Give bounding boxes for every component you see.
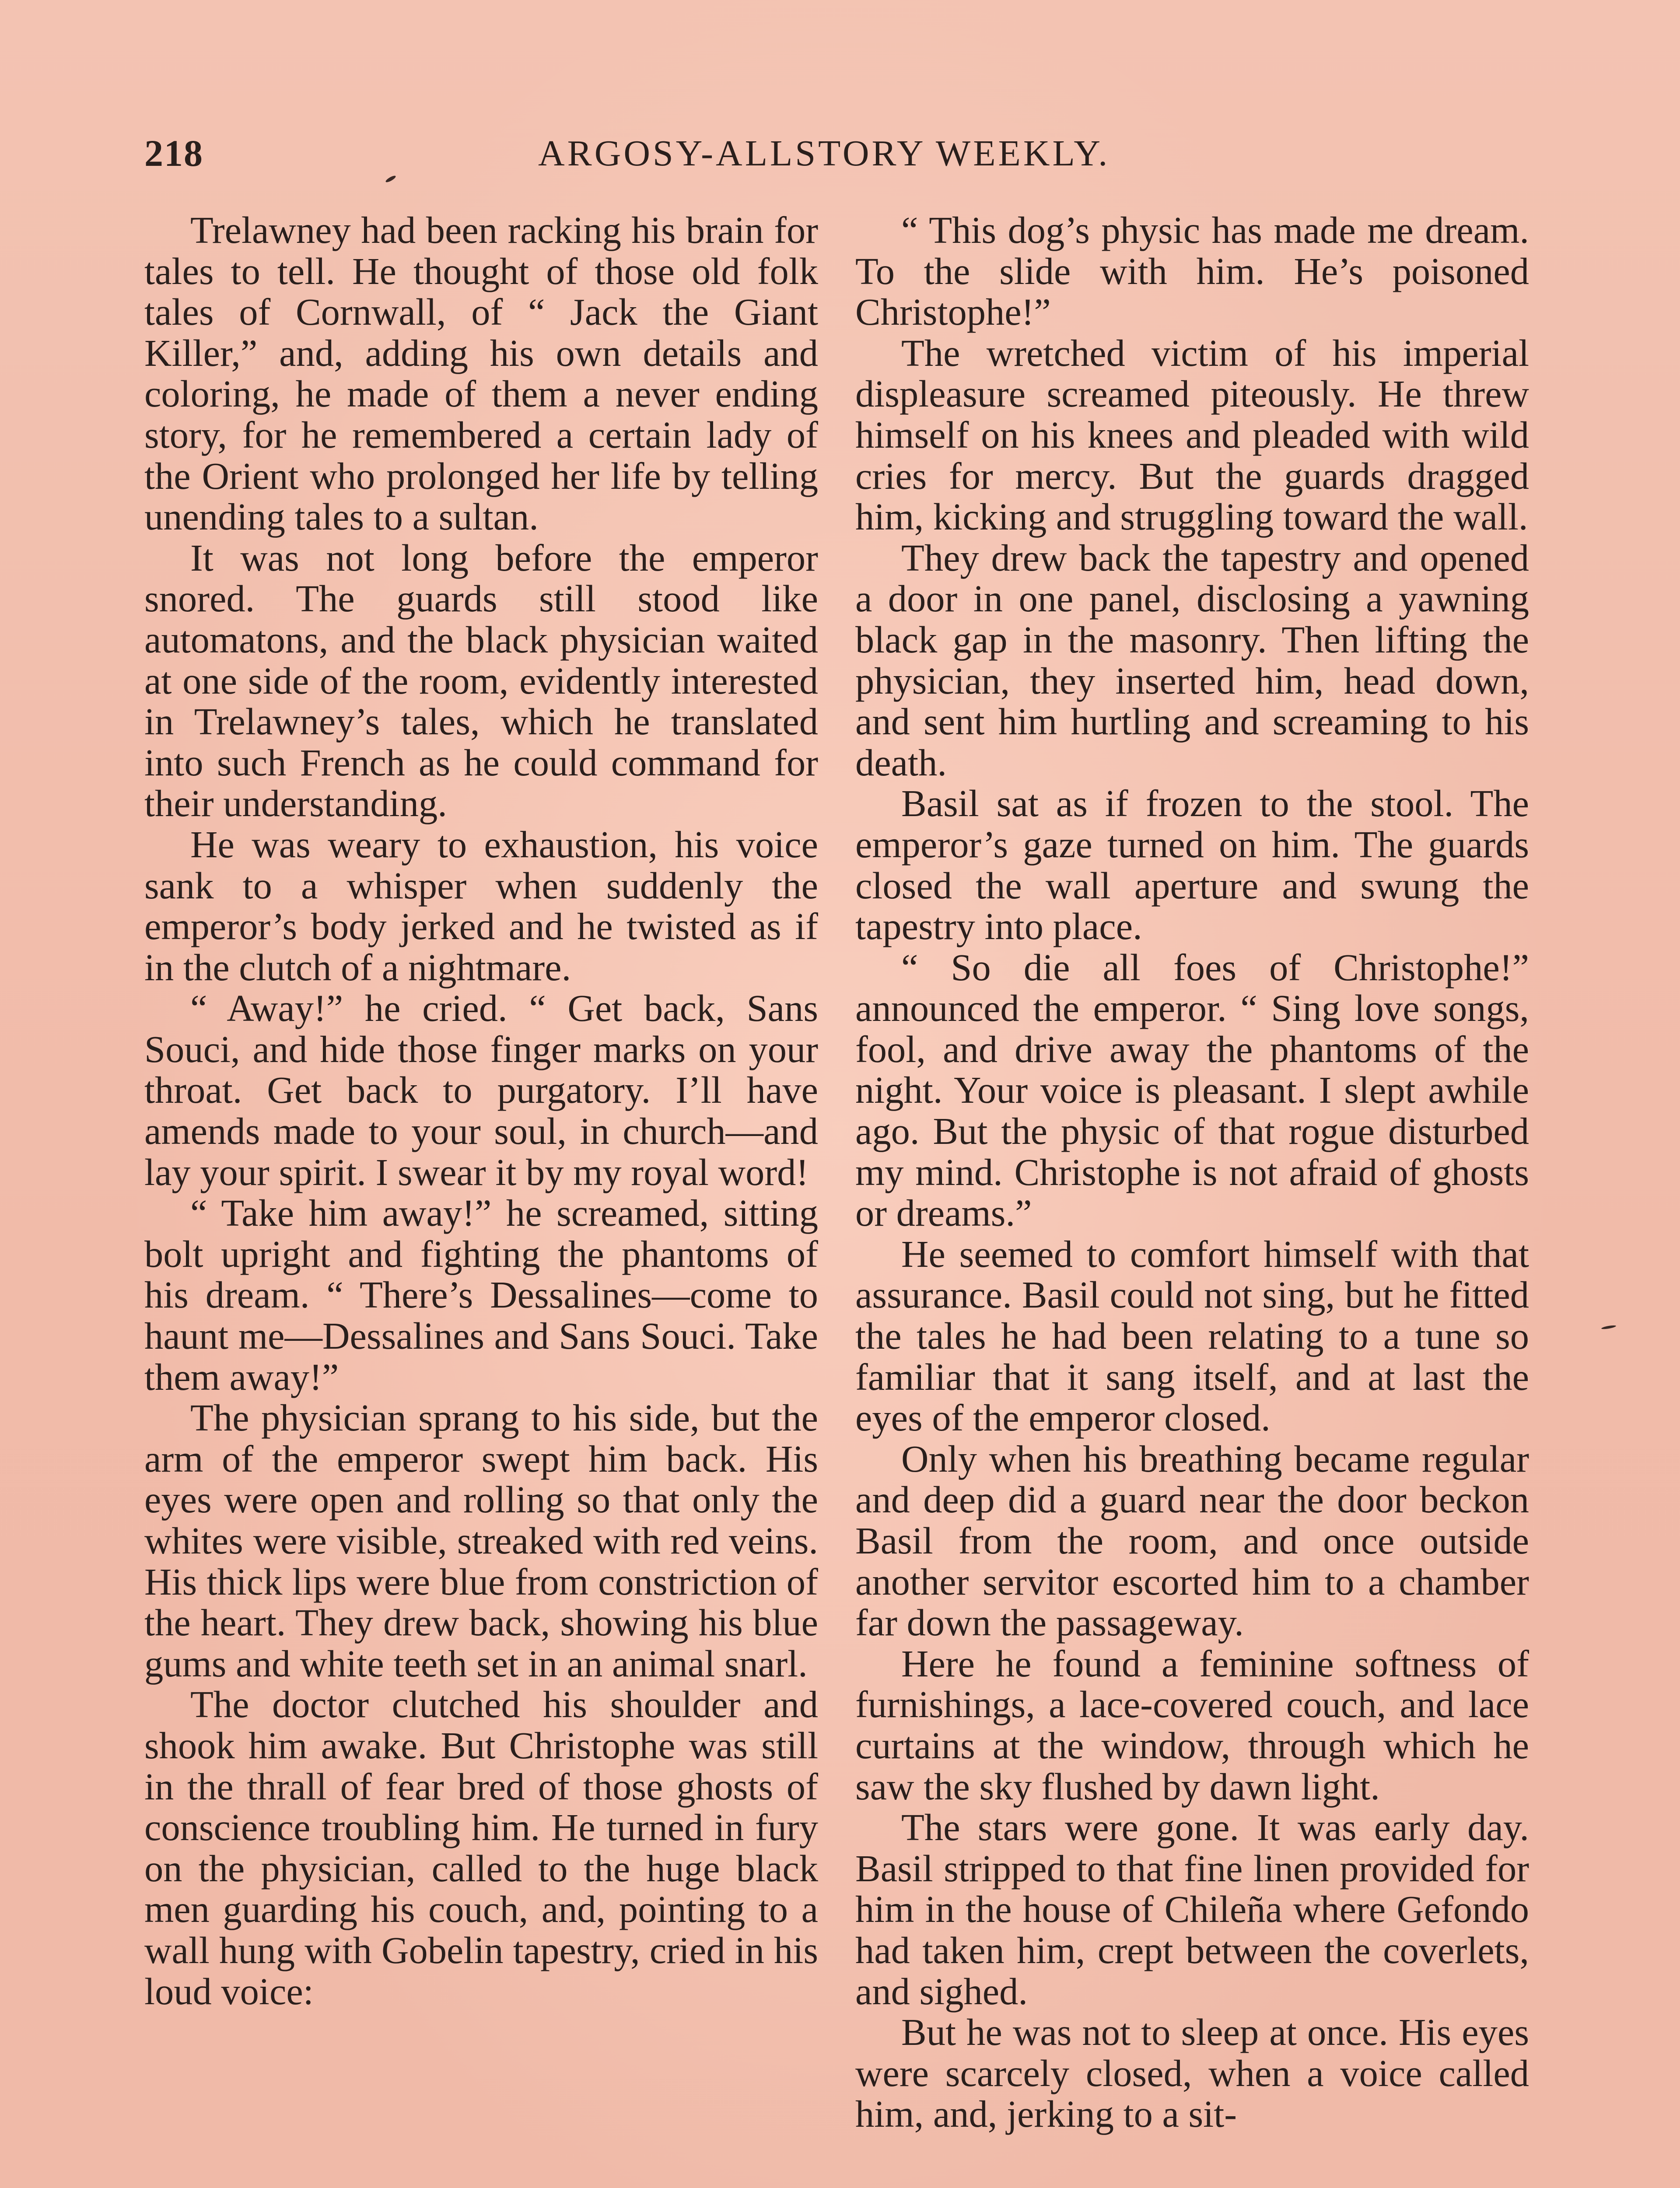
paragraph: The physician sprang to his side, but the arm of the emperor swept him back. His eyes were open and rolling so that only the whites were visible, streaked with red veins. His thick lips were blue from constriction of the heart. They drew back, showing his blue gums and white teeth set in an animal snarl. xyxy=(144,1397,818,1685)
paragraph: Only when his breathing became regular and deep did a guard near the door beckon Basil from the room, and once outside another servitor escorted him to a chamber far down the passageway. xyxy=(855,1438,1529,1644)
left-column xyxy=(144,210,818,2012)
paragraph: The wretched victim of his imperial displeasure screamed piteously. He threw himself on his knees and pleaded with wild cries for mercy. But the guards dragged him, kicking and struggling toward the wall. xyxy=(855,332,1529,538)
paragraph: “ Take him away!” he screamed, sitting bolt upright and fighting the phantoms of his dream. “ There’s Dessalines—come to haunt me—Dessalines and Sans Souci. Take them away!” xyxy=(144,1192,818,1398)
right-column xyxy=(855,210,1529,2135)
page-number: 218 xyxy=(144,132,203,174)
ink-speck xyxy=(1601,1325,1617,1330)
paragraph: Here he found a feminine softness of furnishings, a lace-covered couch, and lace curtains at the window, through which he saw the sky flushed by dawn light. xyxy=(855,1642,1529,1808)
paragraph: But he was not to sleep at once. His eyes were scarcely closed, when a voice called him, and, jerking to a sit- xyxy=(855,2011,1529,2135)
paragraph: “ This dog’s physic has made me dream. To the slide with him. He’s poisoned Christophe!” xyxy=(855,209,1529,333)
page-header xyxy=(144,131,1553,179)
paragraph: “ So die all foes of Christophe!” announced the emperor. “ Sing love songs, fool, and drive away the phantoms of the night. Your voice is pleasant. I slept awhile ago. But the physic of that rogue disturbed my mind. Christophe is not afraid of ghosts or dreams.” xyxy=(855,946,1529,1234)
paragraph: Basil sat as if frozen to the stool. The emperor’s gaze turned on him. The guards closed the wall aperture and swung the tapestry into place. xyxy=(855,782,1529,948)
running-head: ARGOSY-ALLSTORY WEEKLY. xyxy=(538,133,1110,174)
paragraph: The stars were gone. It was early day. Basil stripped to that fine linen provided for him in the house of Chileña where Gefondo had taken him, crept between the coverlets, and sighed. xyxy=(855,1806,1529,2013)
paragraph: They drew back the tapestry and opened a door in one panel, disclosing a yawning black gap in the masonry. Then lifting the physician, they inserted him, head down, and sent him hurtling and screaming to his death. xyxy=(855,536,1529,784)
paragraph: He was weary to exhaustion, his voice sank to a whisper when suddenly the emperor’s body jerked and he twisted as if in the clutch of a nightmare. xyxy=(144,823,818,989)
paragraph: Trelawney had been racking his brain for tales to tell. He thought of those old folk tales of Cornwall, of “ Jack the Giant Killer,” and, adding his own details and coloring, he made of them a never ending story, for he remembered a certain lady of the Orient who prolonged her life by telling unending tales to a sultan. xyxy=(144,209,818,538)
paragraph: It was not long before the emperor snored. The guards still stood like automatons, and the black physician waited at one side of the room, evidently interested in Trelawney’s tales, which he translated into such French as he could command for their understanding. xyxy=(144,536,818,825)
paragraph: The doctor clutched his shoulder and shook him awake. But Christophe was still in the thrall of fear bred of those ghosts of conscience troubling him. He turned in fury on the physician, called to the huge black men guarding his couch, and, pointing to a wall hung with Gobelin tapestry, cried in his loud voice: xyxy=(144,1683,818,2013)
paragraph: He seemed to comfort himself with that assurance. Basil could not sing, but he fitted the tales he had been relating to a tune so familiar that it sang itself, and at last the eyes of the emperor closed. xyxy=(855,1233,1529,1439)
paragraph: “ Away!” he cried. “ Get back, Sans Souci, and hide those finger marks on your throat. Get back to purgatory. I’ll have amends made to your soul, in church—and lay your spirit. I swear it by my royal word! xyxy=(144,987,818,1193)
